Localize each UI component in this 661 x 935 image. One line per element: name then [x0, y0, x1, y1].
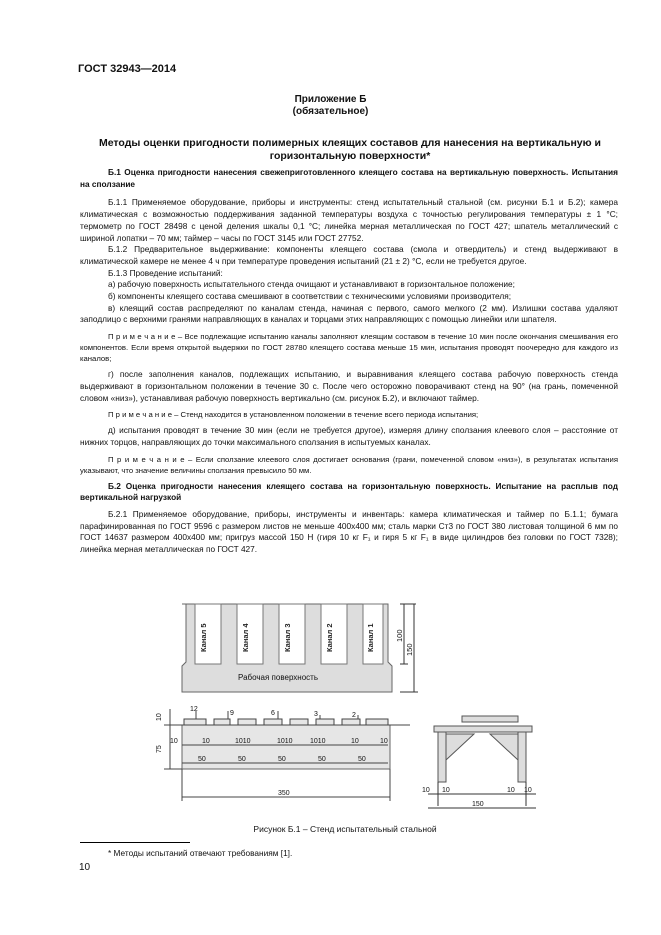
- dim-50-c: 50: [278, 756, 286, 763]
- footnote-rule: [80, 842, 190, 843]
- appendix-title: Приложение Б: [294, 94, 367, 105]
- dim-50-a: 50: [198, 756, 206, 763]
- dim-1010-a: 1010: [235, 738, 251, 745]
- b1-2-paragraph: Б.1.2 Предварительное выдерживание: компоненты клеящего состава (смола и отвердитель) и стенд выдерживают в климатической камере не менее 4 ч при температуре проведения испытаний (21 ± 2) °С, если не требуется другое.: [80, 244, 618, 266]
- dim-350: 350: [278, 790, 290, 797]
- drawing-side-view: [418, 712, 538, 817]
- note-2: П р и м е ч а н и е – Стенд находится в установленном положении в течение всего периода испытания;: [108, 410, 479, 420]
- dim-10-c: 10: [351, 738, 359, 745]
- channel-label-2: Канал 2: [325, 623, 334, 652]
- channel-label-1: Канал 1: [366, 623, 375, 652]
- item-g: г) после заполнения каналов, подлежащих испытанию, и выравнивания клеящего состава рабочую поверхность стенда выдерживают в горизонтальном положении в течение 30 с. После чего осторожно поворачивают стенд на 90° (на грань, помеченной словом «низ»), устанавливая рабочую поверхность вертикально (см. рисунок Б.2), и включают таймер.: [80, 369, 618, 403]
- dim-75: 75: [156, 745, 163, 753]
- side-dim-10-b: 10: [442, 787, 450, 794]
- item-b: б) компоненты клеящего состава смешивают в соответствии с техническими условиями производителя;: [108, 291, 512, 302]
- section-title: Методы оценки пригодности полимерных клеящих составов для нанесения на вертикальную и горизонтальную поверхности*: [98, 137, 601, 162]
- side-dim-150: 150: [472, 801, 484, 808]
- drawing-top-view: [150, 600, 440, 700]
- body-text: [80, 167, 618, 556]
- footnote: * Методы испытаний отвечают требованиям [1].: [108, 848, 293, 858]
- b2-heading: Б.2 Оценка пригодности нанесения клеящего состава на горизонтальную поверхность. Испытание на расплыв под вертикальной нагрузкой: [80, 480, 618, 503]
- b1-3-paragraph: Б.1.3 Проведение испытаний:: [108, 267, 223, 278]
- side-dim-10-c: 10: [507, 787, 515, 794]
- note-1: П р и м е ч а н и е – Все подлежащие испытанию каналы заполняют клеящим составом в течение 10 мин после окончания смешивания его компонентов. Если время открытой выдержки по ГОСТ 28780 клеящего состава меньше 15 мин, испытания проводят поочередно для каждого из каналов;: [80, 332, 618, 364]
- standard-code: ГОСТ 32943—2014: [78, 63, 177, 75]
- work-surface-label: Рабочая поверхность: [238, 673, 318, 682]
- b1-heading: Б.1 Оценка пригодности нанесения свежеприготовленного клеящего состава на вертикальную поверхность. Испытания на сползание: [80, 167, 618, 189]
- dim-10-top: 10: [156, 713, 163, 721]
- drawing-front-view: [150, 705, 420, 815]
- page-number: 10: [79, 862, 91, 873]
- dim-1010-c: 1010: [310, 738, 326, 745]
- dim-1010-b: 1010: [277, 738, 293, 745]
- appendix-heading: [0, 94, 661, 118]
- dim-10-d: 10: [380, 738, 388, 745]
- channel-label-5: Канал 5: [199, 623, 208, 652]
- groove-depth-2: 2: [352, 712, 356, 719]
- side-dim-10-d: 10: [524, 787, 532, 794]
- dim-50-b: 50: [238, 756, 246, 763]
- b1-1-paragraph: Б.1.1 Применяемое оборудование, приборы и инструменты: стенд испытательный стальной (см. рисунки Б.1 и Б.2); камера климатическая с возможностью поддерживания заданной температуры воздуха с точностью регулирования температуры ± 1 °С; термометр по ГОСТ 28498 с ценой деления шкалы 0,1 °С; линейка мерная металлическая по ГОСТ 427; шпатель металлический с шириной лопатки – 70 мм; таймер – часы по ГОСТ 3145 или ГОСТ 27752.: [80, 197, 618, 243]
- dim-150: 150: [405, 643, 414, 656]
- dim-50-d: 50: [318, 756, 326, 763]
- dim-10-b: 10: [202, 738, 210, 745]
- groove-depth-12: 12: [190, 706, 198, 713]
- item-d: д) испытания проводят в течение 30 мин (если не требуется другое), измеряя длину сползания клеевого слоя – расстояние от нижних торцов, направляющих до точки максимального сползания в испытуемых каналах.: [80, 425, 618, 447]
- note-3: П р и м е ч а н и е – Если сползание клеевого слоя достигает основания (грани, помеченной словом «низ»), в результатах испытания указывают, что значение величины сползания превысило 50 мм.: [80, 454, 618, 475]
- item-v: в) клеящий состав распределяют по каналам стенда, начиная с первого, самого мелкого (2 мм). Излишки состава удаляют заподлицо с верхними гранями направляющих в каналах и торцами этих направляющих с помощью линейки или шпателя.: [80, 302, 618, 325]
- groove-depth-9: 9: [230, 710, 234, 717]
- b2-1-paragraph: Б.2.1 Применяемое оборудование, приборы, инструменты и инвентарь: камера климатическая и таймер по Б.1.1; бумага парафинированная по ГОСТ 9596 с размером листов не меньше 400х400 мм; сталь марки Ст3 по ГОСТ 380 листовая толщиной 6 мм по ГОСТ 14637 размером 400х400 мм; пригруз массой 150 Н (гиря 10 кг F₁ и гиря 5 кг F₁ в виде цилиндров без головки по ГОСТ 7328); линейка мерная металлическая по ГОСТ 427.: [80, 509, 618, 555]
- dim-50-e: 50: [358, 756, 366, 763]
- groove-depth-3: 3: [314, 711, 318, 718]
- dim-100: 100: [395, 629, 404, 642]
- dim-10-a: 10: [170, 738, 178, 745]
- item-a: а) рабочую поверхность испытательного стенда очищают и устанавливают в горизонтальное положение;: [108, 279, 515, 290]
- channel-label-3: Канал 3: [283, 623, 292, 652]
- figure-caption: Рисунок Б.1 – Стенд испытательный стальной: [253, 824, 437, 834]
- appendix-status: (обязательное): [292, 106, 369, 117]
- channel-label-4: Канал 4: [241, 623, 250, 652]
- groove-depth-6: 6: [271, 710, 275, 717]
- side-dim-10-a: 10: [422, 787, 430, 794]
